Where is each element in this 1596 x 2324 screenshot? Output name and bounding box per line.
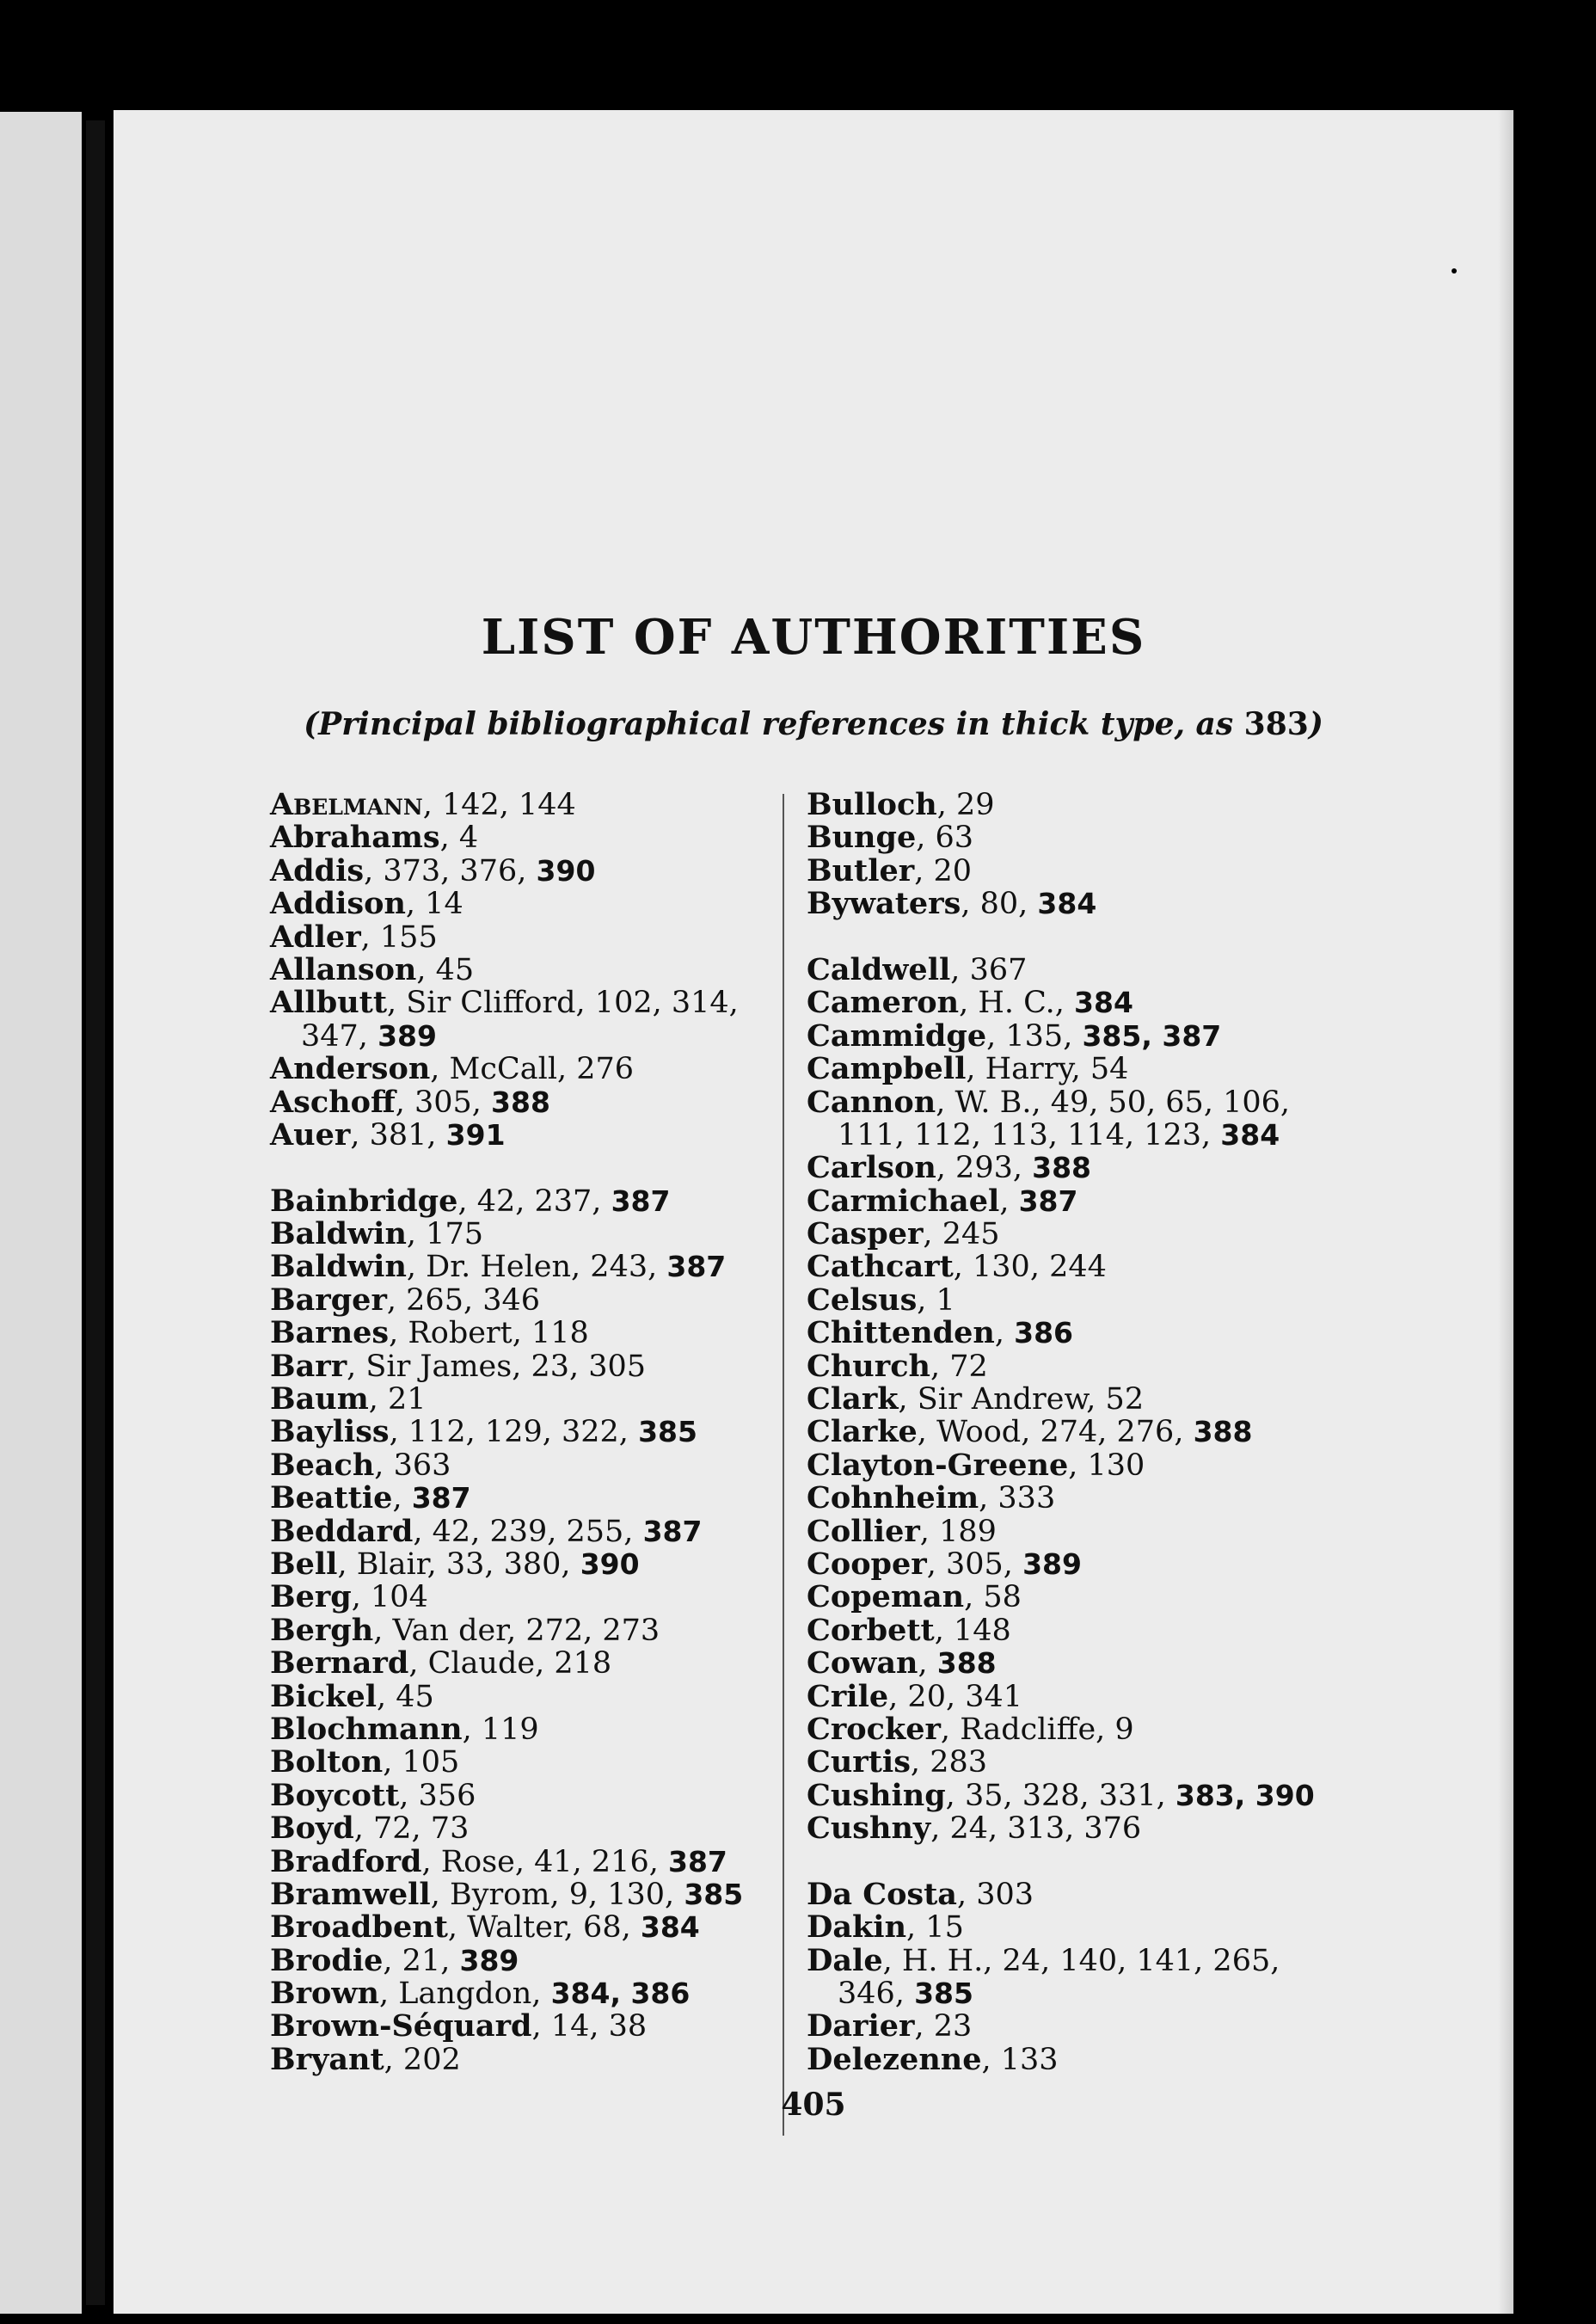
principal-reference: 385 (638, 1415, 697, 1449)
left-column-index (270, 789, 872, 2076)
author-name: Cooper (807, 1546, 927, 1582)
index-entry: Brown, Langdon, 384, 386 (270, 1976, 691, 2012)
principal-reference: 385 (914, 1977, 973, 2011)
page-number: 405 (781, 2087, 846, 2123)
author-name: Bayliss (270, 1414, 390, 1450)
page-references: 303 (976, 1877, 1034, 1912)
index-entry: Dakin, 15 (807, 1909, 964, 1946)
principal-reference: 384 (1220, 1117, 1280, 1152)
page-references: Claude, 218 (427, 1646, 612, 1682)
author-name: Church (807, 1348, 930, 1384)
index-entry: Bergh, Van der, 272, 273 (270, 1612, 660, 1648)
index-entry: Abrahams, 4 (270, 820, 479, 856)
author-name: Bickel (270, 1678, 378, 1714)
index-entry: Barr, Sir James, 23, 305 (270, 1348, 647, 1384)
author-name: Abelmann (270, 787, 423, 822)
index-entry: Celsus, 1 (807, 1282, 955, 1318)
page-subtitle (114, 706, 1513, 742)
index-entry: Brodie, 21, 389 (270, 1942, 519, 1978)
index-entry: Dale, H. H., 24, 140, 141, 265, (807, 1942, 1280, 1978)
index-entry: Anderson, McCall, 276 (270, 1051, 635, 1087)
index-entry: Bradford, Rose, 41, 216, 387 (270, 1843, 727, 1879)
author-name: Aschoff (270, 1084, 396, 1120)
page-references: 105 (402, 1745, 460, 1780)
author-name: Abrahams (270, 820, 440, 856)
page-references: 104 (371, 1580, 428, 1615)
index-entry: Caldwell, 367 (807, 951, 1028, 987)
page-references: 24, 313, 376 (949, 1811, 1142, 1847)
author-name: Bryant (270, 2041, 384, 2077)
index-entry: Bolton, 105 (270, 1744, 460, 1780)
page-references: 346, (838, 1977, 905, 2012)
page-references: 58 (983, 1580, 1022, 1615)
index-entry: Church, 72 (807, 1348, 988, 1384)
index-entry: Clayton-Greene, 130 (807, 1447, 1145, 1483)
page-references: Robert, 118 (408, 1316, 589, 1351)
index-entry: Beach, 363 (270, 1447, 451, 1483)
author-name: Clayton-Greene (807, 1447, 1069, 1483)
author-name: Clark (807, 1381, 899, 1417)
author-name: Baldwin (270, 1249, 407, 1285)
index-entry: Cushny, 24, 313, 376 (807, 1811, 1142, 1847)
index-entry: Auer, 381, 391 (270, 1116, 506, 1153)
author-name: Blochmann (270, 1711, 463, 1747)
page-references: Wood, 274, 276, (936, 1415, 1184, 1450)
scan-speck (1546, 501, 1550, 507)
author-name: Bulloch (807, 787, 937, 822)
principal-reference: 387 (1018, 1184, 1078, 1218)
author-name: Baum (270, 1381, 369, 1417)
page-references: Byrom, 9, 130, (450, 1877, 675, 1912)
index-entry: Beddard, 42, 239, 255, 387 (270, 1513, 703, 1549)
principal-reference: 387 (611, 1184, 671, 1218)
page-references: Blair, 33, 380, (356, 1546, 571, 1582)
page-references: 293, (955, 1151, 1022, 1186)
author-name: Carmichael (807, 1183, 1000, 1219)
page-references: 305, (414, 1085, 482, 1120)
index-entry: Bernard, Claude, 218 (270, 1645, 612, 1682)
author-name: Bolton (270, 1744, 384, 1780)
author-name: Barnes (270, 1315, 390, 1351)
principal-reference: 391 (445, 1117, 506, 1152)
author-name: Cathcart (807, 1249, 954, 1285)
index-entry: Collier, 189 (807, 1513, 997, 1549)
index-entry-continuation (270, 1020, 872, 1053)
page-references: 245 (942, 1217, 1000, 1252)
page-references: 72, 73 (373, 1811, 470, 1847)
author-name: Brodie (270, 1942, 384, 1978)
author-name: Brown-Séquard (270, 2008, 532, 2044)
page-references: 42, 239, 255, (432, 1514, 634, 1549)
index-entry-continuation (807, 1119, 1426, 1152)
author-name: Caldwell (807, 951, 951, 987)
page-references: 363 (393, 1448, 451, 1483)
subtitle-close: ) (1308, 706, 1323, 742)
author-name: Cammidge (807, 1018, 987, 1054)
page-references: 112, 129, 322, (408, 1415, 629, 1450)
principal-reference: 384, 386 (550, 1977, 691, 2011)
principal-reference: 388 (936, 1646, 997, 1681)
page-references: W. B., 49, 50, 65, 106, (955, 1085, 1290, 1120)
index-entry: Curtis, 283 (807, 1744, 987, 1780)
page-references: Van der, 272, 273 (392, 1613, 660, 1648)
principal-reference: 389 (378, 1018, 437, 1053)
page-references: 155 (379, 919, 438, 955)
author-name: Allbutt (270, 985, 388, 1021)
page-references: H. C., (978, 986, 1065, 1021)
author-name: Celsus (807, 1282, 918, 1318)
index-entry: Bramwell, Byrom, 9, 130, 385 (270, 1876, 744, 1912)
index-entry: Cammidge, 135, 385, 387 (807, 1018, 1222, 1054)
index-entry: Barger, 265, 346 (270, 1282, 541, 1318)
page-references: 45 (396, 1679, 434, 1714)
page-references: 175 (426, 1217, 483, 1252)
author-name: Cohnheim (807, 1480, 979, 1516)
page-references: 305, (946, 1546, 1013, 1582)
index-section-gap (807, 921, 1426, 954)
author-name: Bywaters (807, 886, 961, 922)
page-references: 63 (935, 821, 974, 856)
principal-reference: 385 (684, 1877, 744, 1911)
page-references: 135, (1005, 1018, 1073, 1054)
page-references: 130 (1087, 1448, 1145, 1483)
author-name: Butler (807, 852, 915, 888)
author-name: Anderson (270, 1051, 431, 1087)
page-references: 133 (1000, 2042, 1059, 2077)
author-name: Bernard (270, 1645, 409, 1682)
index-entry: Copeman, 58 (807, 1579, 1022, 1615)
author-name: Cowan (807, 1645, 918, 1682)
index-entry: Bunge, 63 (807, 820, 974, 856)
author-name: Allanson (270, 951, 417, 987)
index-entry: Addis, 373, 376, 390 (270, 852, 596, 888)
page-references: Radcliffe, 9 (960, 1712, 1134, 1747)
author-name: Bramwell (270, 1876, 431, 1912)
index-entry: Broadbent, Walter, 68, 384 (270, 1909, 700, 1946)
page-references: 72 (949, 1349, 988, 1384)
index-entry: Clark, Sir Andrew, 52 (807, 1381, 1145, 1417)
author-name: Delezenne (807, 2041, 982, 2077)
page-references: 347, (301, 1018, 368, 1054)
author-name: Cameron (807, 985, 960, 1021)
index-entry: Addison, 14 (270, 886, 463, 922)
author-name: Bergh (270, 1612, 374, 1648)
author-name: Beddard (270, 1513, 414, 1549)
author-name: Beattie (270, 1480, 393, 1516)
page-references: 189 (939, 1514, 997, 1549)
index-entry: Boycott, 356 (270, 1777, 476, 1813)
page-references: 373, 376, (383, 853, 527, 888)
index-entry: Beattie, 387 (270, 1480, 471, 1516)
principal-reference: 389 (1022, 1546, 1082, 1581)
page-references: Harry, 54 (985, 1052, 1129, 1087)
page-references: 1 (936, 1282, 955, 1318)
author-name: Darier (807, 2008, 915, 2044)
author-name: Cushny (807, 1811, 931, 1847)
principal-reference: 390 (536, 853, 596, 888)
principal-reference: 384 (640, 1910, 700, 1945)
page-references: McCall, 276 (449, 1052, 635, 1087)
binding-shadow (86, 120, 105, 2305)
author-name: Baldwin (270, 1216, 407, 1252)
author-name: Brown (270, 1976, 379, 2012)
index-entry: Da Costa, 303 (807, 1876, 1034, 1912)
author-name: Bradford (270, 1843, 422, 1879)
index-entry: Allanson, 45 (270, 951, 475, 987)
index-entry: Brown-Séquard, 14, 38 (270, 2008, 648, 2044)
principal-reference: 388 (1193, 1415, 1253, 1449)
index-entry: Bryant, 202 (270, 2041, 461, 2077)
page-references: 14 (425, 887, 463, 922)
principal-reference: 384 (1074, 986, 1133, 1020)
index-entry: Cathcart, 130, 244 (807, 1249, 1107, 1285)
author-name: Auer (270, 1116, 351, 1153)
index-entry: Barnes, Robert, 118 (270, 1315, 589, 1351)
page-references: 130, 244 (973, 1250, 1107, 1285)
column-divider (783, 794, 784, 2136)
page-references: Walter, 68, (467, 1910, 631, 1946)
author-name: Casper (807, 1216, 924, 1252)
page-references: 45 (435, 952, 475, 987)
index-entry: Bayliss, 112, 129, 322, 385 (270, 1414, 697, 1450)
principal-reference: 387 (666, 1250, 727, 1284)
index-entry: Cohnheim, 333 (807, 1480, 1056, 1516)
page-references: 20 (933, 853, 973, 888)
principal-reference: 384 (1037, 887, 1097, 921)
author-name: Carlson (807, 1150, 936, 1186)
scan-speck (1452, 268, 1457, 274)
principal-reference: 388 (491, 1085, 550, 1119)
page-references: 333 (998, 1481, 1056, 1516)
subtitle-text: (Principal bibliographical references in thick type, as (304, 706, 1244, 742)
author-name: Barger (270, 1282, 387, 1318)
page-references: 202 (402, 2042, 461, 2077)
author-name: Cushing (807, 1777, 946, 1813)
author-name: Boycott (270, 1777, 400, 1813)
index-entry: Butler, 20 (807, 852, 973, 888)
index-entry: Campbell, Harry, 54 (807, 1051, 1129, 1087)
author-name: Addison (270, 886, 406, 922)
page-references: 14, 38 (550, 2009, 648, 2044)
page-references: 20, 341 (907, 1679, 1023, 1714)
index-entry: Bickel, 45 (270, 1678, 434, 1714)
index-entry: Crile, 20, 341 (807, 1678, 1023, 1714)
author-name: Chittenden (807, 1315, 995, 1351)
index-entry: Crocker, Radcliffe, 9 (807, 1711, 1134, 1747)
index-entry: Berg, 104 (270, 1579, 428, 1615)
author-name: Adler (270, 919, 361, 955)
page-references: Rose, 41, 216, (440, 1844, 659, 1879)
page-references: 119 (481, 1712, 539, 1747)
index-entry: Baum, 21 (270, 1381, 427, 1417)
author-name: Da Costa (807, 1876, 957, 1912)
page-references: 265, 346 (406, 1282, 541, 1318)
index-entry: Casper, 245 (807, 1216, 1000, 1252)
page-references: Sir Andrew, 52 (917, 1382, 1145, 1417)
author-name: Boyd (270, 1811, 354, 1847)
author-name: Bell (270, 1546, 338, 1582)
author-name: Clarke (807, 1414, 918, 1450)
page-edge-shadow (1498, 110, 1513, 2314)
subtitle-example-ref: 383 (1243, 706, 1309, 742)
index-entry: Baldwin, Dr. Helen, 243, 387 (270, 1249, 727, 1285)
page-references: 142, 144 (441, 788, 576, 822)
index-entry: Allbutt, Sir Clifford, 102, 314, (270, 985, 739, 1021)
index-entry: Blochmann, 119 (270, 1711, 539, 1747)
page-references: Dr. Helen, 243, (426, 1250, 658, 1285)
page-references: 21 (388, 1382, 427, 1417)
book-page (114, 110, 1513, 2314)
index-entry: Cannon, W. B., 49, 50, 65, 106, (807, 1084, 1290, 1120)
index-entry: Delezenne, 133 (807, 2041, 1059, 2077)
principal-reference: 390 (580, 1546, 640, 1581)
index-entry-continuation (807, 1977, 1426, 2010)
page-references: 29 (956, 788, 995, 822)
page-references: 80, (979, 887, 1028, 922)
page-title: LIST OF AUTHORITIES (481, 609, 1146, 666)
index-entry: Corbett, 148 (807, 1612, 1011, 1648)
principal-reference: 387 (667, 1844, 727, 1878)
author-name: Crile (807, 1678, 889, 1714)
index-entry: Baldwin, 175 (270, 1216, 483, 1252)
page-references: 111, 112, 113, 114, 123, (838, 1117, 1212, 1153)
author-name: Bainbridge (270, 1183, 458, 1219)
author-name: Beach (270, 1447, 375, 1483)
principal-reference: 388 (1032, 1151, 1092, 1185)
index-entry: Cushing, 35, 328, 331, 383, 390 (807, 1777, 1315, 1813)
author-name: Berg (270, 1579, 352, 1615)
index-entry: Aschoff, 305, 388 (270, 1084, 550, 1120)
author-name: Corbett (807, 1612, 935, 1648)
index-section-gap (807, 1846, 1426, 1878)
index-entry: Carmichael, 387 (807, 1183, 1078, 1219)
index-entry: Bell, Blair, 33, 380, 390 (270, 1546, 640, 1582)
page-references: 4 (458, 821, 479, 856)
author-name: Campbell (807, 1051, 967, 1087)
page-references: Langdon, (398, 1977, 542, 2012)
page-references: 283 (930, 1745, 987, 1780)
index-entry: Adler, 155 (270, 919, 438, 955)
author-name: Barr (270, 1348, 347, 1384)
author-name: Curtis (807, 1744, 911, 1780)
principal-reference: 385, 387 (1082, 1018, 1222, 1053)
principal-reference: 386 (1014, 1316, 1073, 1350)
author-name: Broadbent (270, 1909, 448, 1946)
principal-reference: 387 (642, 1514, 703, 1548)
page-references: 35, 328, 331, (964, 1778, 1166, 1813)
author-name: Bunge (807, 820, 917, 856)
index-entry: Cameron, H. C., 384 (807, 985, 1133, 1021)
author-name: Collier (807, 1513, 920, 1549)
page-references: Sir James, 23, 305 (365, 1349, 647, 1384)
index-entry: Clarke, Wood, 274, 276, 388 (807, 1414, 1253, 1450)
page-references: 15 (925, 1910, 964, 1946)
previous-page-edge (0, 112, 82, 2314)
index-entry: Bainbridge, 42, 237, 387 (270, 1183, 671, 1219)
index-entry: Carlson, 293, 388 (807, 1150, 1092, 1186)
index-entry: Bywaters, 80, 384 (807, 886, 1097, 922)
page-references: H. H., 24, 140, 141, 265, (901, 1943, 1280, 1978)
author-name: Copeman (807, 1579, 965, 1615)
page-references: 367 (969, 952, 1028, 987)
principal-reference: 383, 390 (1175, 1778, 1315, 1812)
index-entry: Abelmann, 142, 144 (270, 787, 576, 822)
page-references: 42, 237, (476, 1184, 602, 1219)
index-entry: Boyd, 72, 73 (270, 1811, 470, 1847)
index-section-gap (270, 1152, 872, 1184)
page-references: 148 (953, 1613, 1011, 1648)
principal-reference: 387 (411, 1481, 471, 1516)
page-references: 356 (418, 1778, 476, 1813)
author-name: Crocker (807, 1711, 941, 1747)
right-column-index (807, 789, 1426, 2076)
author-name: Cannon (807, 1084, 936, 1120)
page-references: 23 (933, 2009, 973, 2044)
index-entry: Bulloch, 29 (807, 787, 995, 822)
author-name: Dakin (807, 1909, 907, 1946)
principal-reference: 389 (459, 1943, 519, 1977)
index-entry: Chittenden, 386 (807, 1315, 1073, 1351)
index-entry: Darier, 23 (807, 2008, 973, 2044)
index-entry: Cowan, 388 (807, 1645, 997, 1682)
page-references: 381, (369, 1117, 437, 1153)
author-name: Addis (270, 852, 365, 888)
index-entry: Cooper, 305, 389 (807, 1546, 1082, 1582)
page-references: 21, (402, 1943, 451, 1978)
page-references: Sir Clifford, 102, 314, (406, 986, 739, 1021)
author-name: Dale (807, 1942, 883, 1978)
